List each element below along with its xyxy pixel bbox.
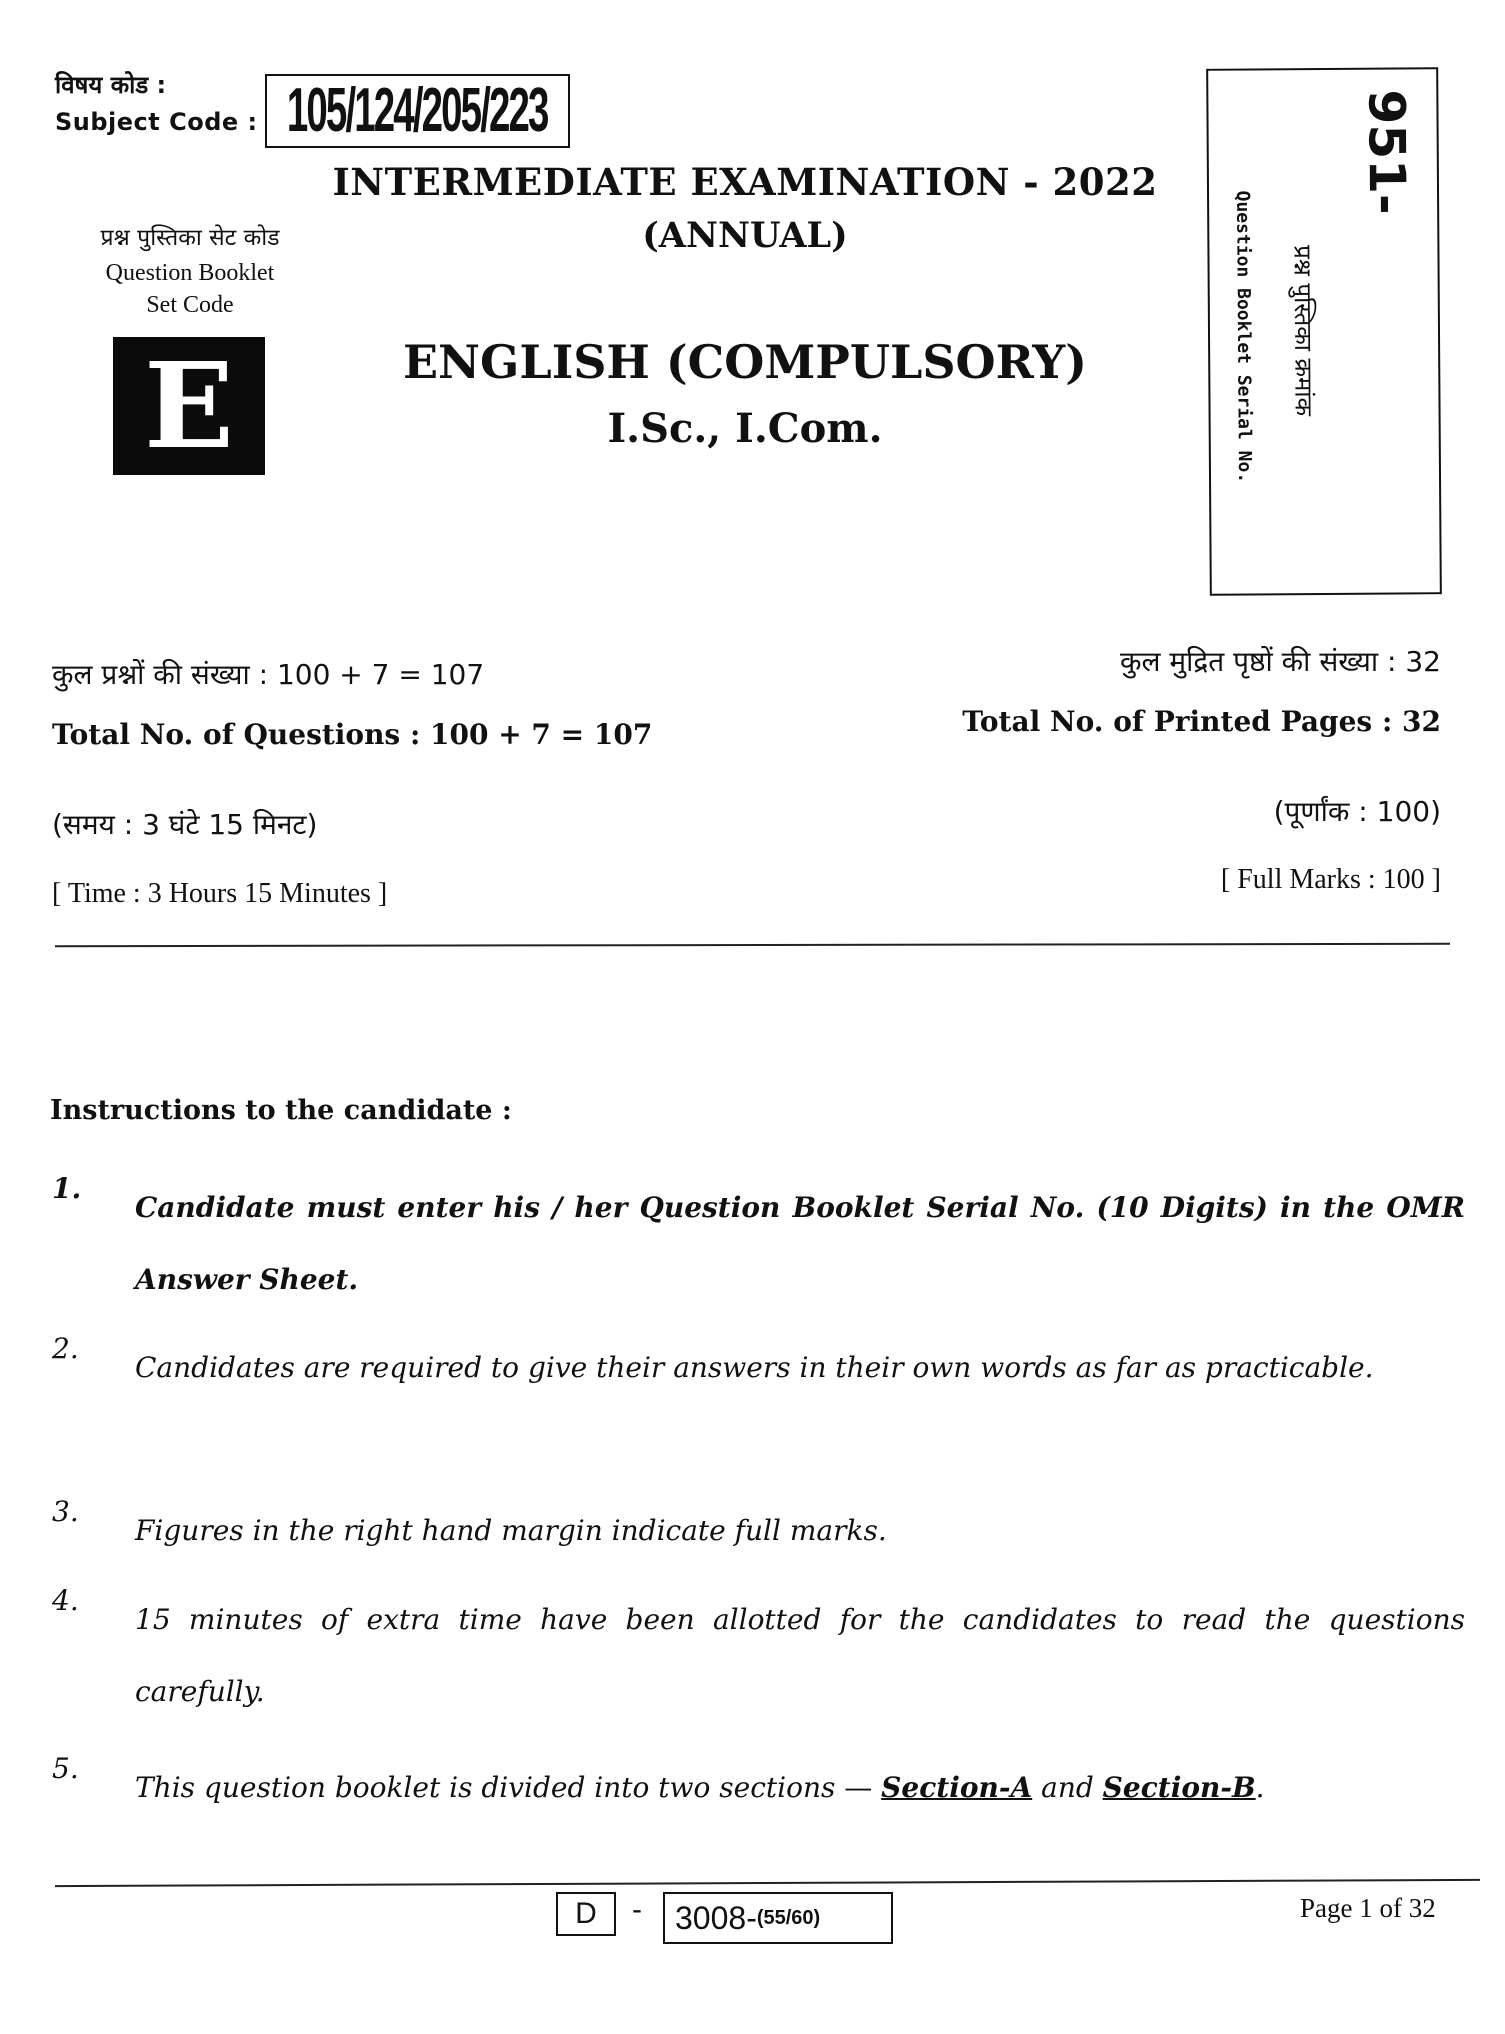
exam-type: (ANNUAL) [642, 215, 848, 256]
instruction-text [135, 1752, 1465, 1824]
total-pages: Total No. of Printed Pages : 32 [962, 705, 1441, 738]
section-a-label: Section-A [881, 1771, 1033, 1804]
serial-label: Question Booklet Serial No. [1232, 190, 1256, 484]
serial-number: 951- [1357, 89, 1417, 215]
full-marks: [ Full Marks : 100 ] [1220, 864, 1441, 895]
paper-code-sub: (55/60) [756, 1906, 821, 1929]
set-code-label-line2: Set Code [146, 292, 234, 318]
subject-title: ENGLISH (COMPULSORY) [402, 335, 1088, 389]
full-marks-hindi: (पूर्णांक : 100) [1273, 795, 1441, 828]
subject-code-label-hindi: विषय कोड : [55, 71, 167, 99]
set-code-badge [113, 337, 265, 475]
divider [55, 943, 1450, 947]
instruction-text: Figures in the right hand margin indicate full marks. [135, 1514, 887, 1547]
instruction-text: Candidates are required to give their answers in their own words as far as practicable. [135, 1351, 1374, 1384]
series-letter-box [556, 1892, 616, 1936]
set-code-label-line1: Question Booklet [105, 260, 275, 286]
streams: I.Sc., I.Com. [607, 405, 883, 452]
instruction-text-part: and [1032, 1771, 1103, 1804]
instruction-text: 15 minutes of extra time have been allotted for the candidates to read the questions carefully. [135, 1603, 1465, 1708]
paper-code: 3008- [675, 1899, 757, 1936]
instruction-number: 1. [52, 1172, 82, 1205]
instruction-text-part: This question booklet is divided into two sections — [135, 1771, 882, 1804]
total-questions: Total No. of Questions : 100 + 7 = 107 [52, 718, 653, 751]
time-hindi: (समय : 3 घंटे 15 मिनट) [52, 808, 318, 841]
paper-code-box [663, 1892, 893, 1944]
instruction-number: 5. [52, 1752, 79, 1785]
time-allowed: [ Time : 3 Hours 15 Minutes ] [52, 878, 388, 909]
instruction-text-part: . [1255, 1771, 1265, 1804]
subject-code-value: 105/124/205/223 [287, 76, 548, 145]
instruction-text: Candidate must enter his / her Question Booklet Serial No. (10 Digits) in the OMR Answer Sheet. [135, 1191, 1465, 1296]
series-letter: D [575, 1897, 597, 1930]
subject-code-label: Subject Code : [55, 108, 258, 136]
instruction-number: 3. [52, 1495, 79, 1528]
instructions-heading: Instructions to the candidate : [50, 1095, 512, 1126]
instruction-number: 2. [52, 1332, 79, 1365]
footer-divider [55, 1879, 1480, 1887]
set-code-label-hindi: प्रश्न पुस्तिका सेट कोड [100, 225, 280, 251]
subject-code-box [265, 74, 570, 148]
set-code-letter: E [144, 336, 234, 475]
instruction-number: 4. [52, 1584, 79, 1617]
total-pages-hindi: कुल मुद्रित पृष्ठों की संख्या : 32 [1120, 645, 1441, 678]
exam-title: INTERMEDIATE EXAMINATION - 2022 [332, 160, 1158, 204]
section-b-label: Section-B [1102, 1771, 1256, 1804]
serial-number-box [1206, 67, 1442, 596]
serial-label-hindi: प्रश्न पुस्तिका क्रमांक [1288, 245, 1318, 417]
page-number: Page 1 of 32 [1300, 1893, 1436, 1923]
footer-dash: - [632, 1893, 642, 1926]
total-questions-hindi: कुल प्रश्नों की संख्या : 100 + 7 = 107 [52, 658, 485, 691]
